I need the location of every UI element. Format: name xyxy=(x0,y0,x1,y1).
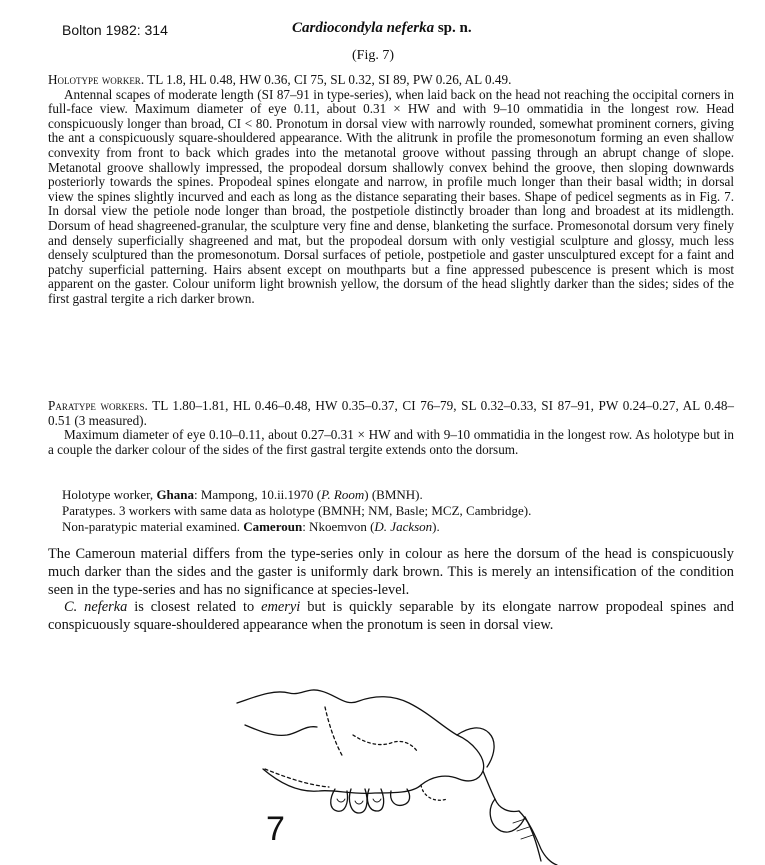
discussion-section xyxy=(48,546,734,635)
species-suffix: sp. n. xyxy=(434,20,472,36)
holotype-description: Antennal scapes of moderate length (SI 87–91 in type-series), when laid back on the head not reaching the occipital corners in full-face view. Maximum diameter of eye 0.11, about 0.31 × HW and with 9–10 ommatidia in the longest row. Head conspicuously longer than broad, CI < 80. Pronotum in dorsal view with narrowly rounded, somewhat prominent corners, giving the ant a conspicuously square-shouldered appearance. With the alitrunk in profile the promesonotum forming an even shallow convexity from front to back which grades into the metanotal groove without passing through an abrupt change of slope. Metanotal groove shallowly impressed, the propodeal dorsum shallowly convex behind the groove, then sloping downwards posteriorly towards the spines. Propodeal spines elongate and narrow, in profile much longer than their basal width; in dorsal view the spines slightly incurved and each as long as the distance separating their bases. Shape of pedicel segments as in Fig. 7. In dorsal view the petiole node longer than broad, the postpetiole distinctly broader than long and broadest at its midlength. Dorsum of head shagreened-granular, the sculpture very fine and dense, blanketing the surface. Promesonotal dorsum very finely and densely superficially shagreened and mat, but the propodeal dorsum with only vestigial sculpture and glossy, much less densely sculptured than the promesonotum. Dorsal surfaces of petiole, postpetiole and gaster unsculptured except for a faint and patchy superficial patterning. Hairs absent except on mouthparts but a fine appressed pubescence is present which is most apparent on the gaster. Colour uniform light brownish yellow, the dorsum of the head slightly darker than the sides; sides of the first gastral tergite a rich darker brown. xyxy=(48,86,734,306)
holotype-measurements: TL 1.8, HL 0.48, HW 0.36, CI 75, SL 0.32, SI 89, PW 0.26, AL 0.49. xyxy=(144,72,512,87)
paratype-label: Paratype workers. xyxy=(48,398,148,413)
figure-reference: (Fig. 7) xyxy=(352,48,394,63)
material-section xyxy=(62,487,734,535)
paratype-measurements-line xyxy=(48,399,734,428)
figure-number: 7 xyxy=(266,810,285,848)
paratype-description: Maximum diameter of eye 0.10–0.11, about 0.27–0.31 × HW and with 9–10 ommatidia in the longest row. As holotype but in a couple the darker colour of the sides of the first gastral tergite extends onto the dorsum. xyxy=(48,427,734,457)
species-name: Cardiocondyla neferka xyxy=(292,20,435,36)
citation: Bolton 1982: 314 xyxy=(62,22,168,38)
holotype-label: Holotype worker. xyxy=(48,72,145,87)
species-title xyxy=(292,20,472,37)
holotype-section xyxy=(48,73,734,307)
discussion-paragraph-2: C. neferka is closest related to emeryi but is quickly separable by its elongate narrow propodeal spines and conspicuously square-shouldered appearance when the pronotum is seen in dorsal view. xyxy=(48,599,734,634)
discussion-paragraph-1: The Cameroun material differs from the type-series only in colour as here the dorsum of the head is conspicuously much darker than the sides and the gaster is uniformly dark brown. This is merely an intensification of the condition seen in the type-series and has no significance at species-level. xyxy=(48,546,734,598)
paratype-material: Paratypes. 3 workers with same data as holotype (BMNH; NM, Basle; MCZ, Cambridge). xyxy=(62,503,532,518)
paratype-section xyxy=(48,399,734,457)
holotype-measurements-line xyxy=(48,73,734,88)
nonparatypic-material: Non-paratypic material examined. Cameroun: Nkoemvon (D. Jackson). xyxy=(62,519,440,534)
paratype-measurements: TL 1.80–1.81, HL 0.46–0.48, HW 0.35–0.37, CI 76–79, SL 0.32–0.33, SI 87–91, PW 0.24–0.27, AL 0.48–0.51 (3 measured). xyxy=(48,398,735,428)
holotype-material: Holotype worker, Ghana: Mampong, 10.ii.1970 (P. Room) (BMNH). xyxy=(62,487,423,502)
